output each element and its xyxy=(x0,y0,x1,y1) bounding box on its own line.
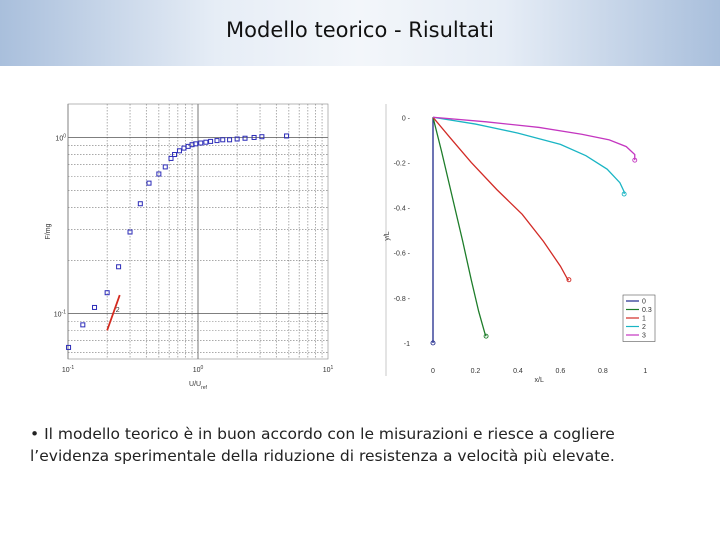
y-tick-label: 0 - xyxy=(401,115,410,123)
data-point xyxy=(260,135,264,139)
data-point xyxy=(81,323,85,327)
x-tick-label: 0 xyxy=(431,368,435,375)
data-point xyxy=(138,202,142,206)
bullet-text: Il modello teorico è in buon accordo con le misurazioni e riesce a cogliere l’evidenza sperimentale della riduzione di resistenza a velocità più elevate. xyxy=(30,425,615,465)
data-point xyxy=(209,139,213,143)
x-tick-label: 0.2 xyxy=(470,368,481,375)
force-velocity-loglog-chart xyxy=(38,98,350,400)
trend-line-label: 2 xyxy=(115,306,120,314)
x-axis-label: x/L xyxy=(534,377,544,384)
slide-title: Modello teorico - Risultati xyxy=(226,18,494,42)
x-tick-label: $10^1$ xyxy=(322,365,334,374)
bullet-paragraph xyxy=(30,423,670,467)
x-tick-label: $10^{-1}$ xyxy=(61,365,75,374)
data-point xyxy=(93,305,97,309)
data-point xyxy=(117,265,121,269)
x-axis-label: $U/U_{ref}$ xyxy=(189,381,207,391)
x-tick-label: 0.4 xyxy=(513,368,523,375)
x-tick-label: 1 xyxy=(643,368,648,375)
data-point xyxy=(169,156,173,160)
bullet-marker: • xyxy=(30,425,40,443)
x-tick-label: $10^0$ xyxy=(192,365,204,374)
y-tick-label: -1 xyxy=(403,340,410,348)
legend-label: 0 xyxy=(642,298,646,306)
data-point xyxy=(243,136,247,140)
data-point xyxy=(199,141,203,145)
legend-label: 1 xyxy=(642,315,646,323)
series-line-0-3 xyxy=(433,117,486,336)
data-point xyxy=(228,138,232,142)
x-tick-label: 0.8 xyxy=(598,368,608,375)
data-point xyxy=(147,181,151,185)
series-line-2 xyxy=(433,117,624,194)
data-point xyxy=(221,138,225,142)
x-tick-label: 0.6 xyxy=(555,368,566,375)
y-tick-label: -0.2 - xyxy=(393,160,410,168)
y-tick-label: -0.4 - xyxy=(393,205,410,213)
y-tick-label: -0.6 - xyxy=(393,250,410,258)
legend-label: 2 xyxy=(642,324,646,331)
y-tick-label: $10^0$ xyxy=(55,133,66,143)
y-tick-label: -0.8 - xyxy=(393,295,410,303)
data-point xyxy=(204,140,208,144)
legend-label: 0.3 xyxy=(642,307,652,314)
deflection-profile-chart xyxy=(372,100,668,385)
data-point xyxy=(215,139,219,143)
y-axis-label: y/L xyxy=(384,231,391,241)
y-axis-label: F/mg xyxy=(45,223,52,240)
data-point xyxy=(67,345,71,349)
y-tick-label: $10^{-1}$ xyxy=(53,309,66,319)
legend-label: 3 xyxy=(642,332,646,340)
data-point xyxy=(163,165,167,169)
